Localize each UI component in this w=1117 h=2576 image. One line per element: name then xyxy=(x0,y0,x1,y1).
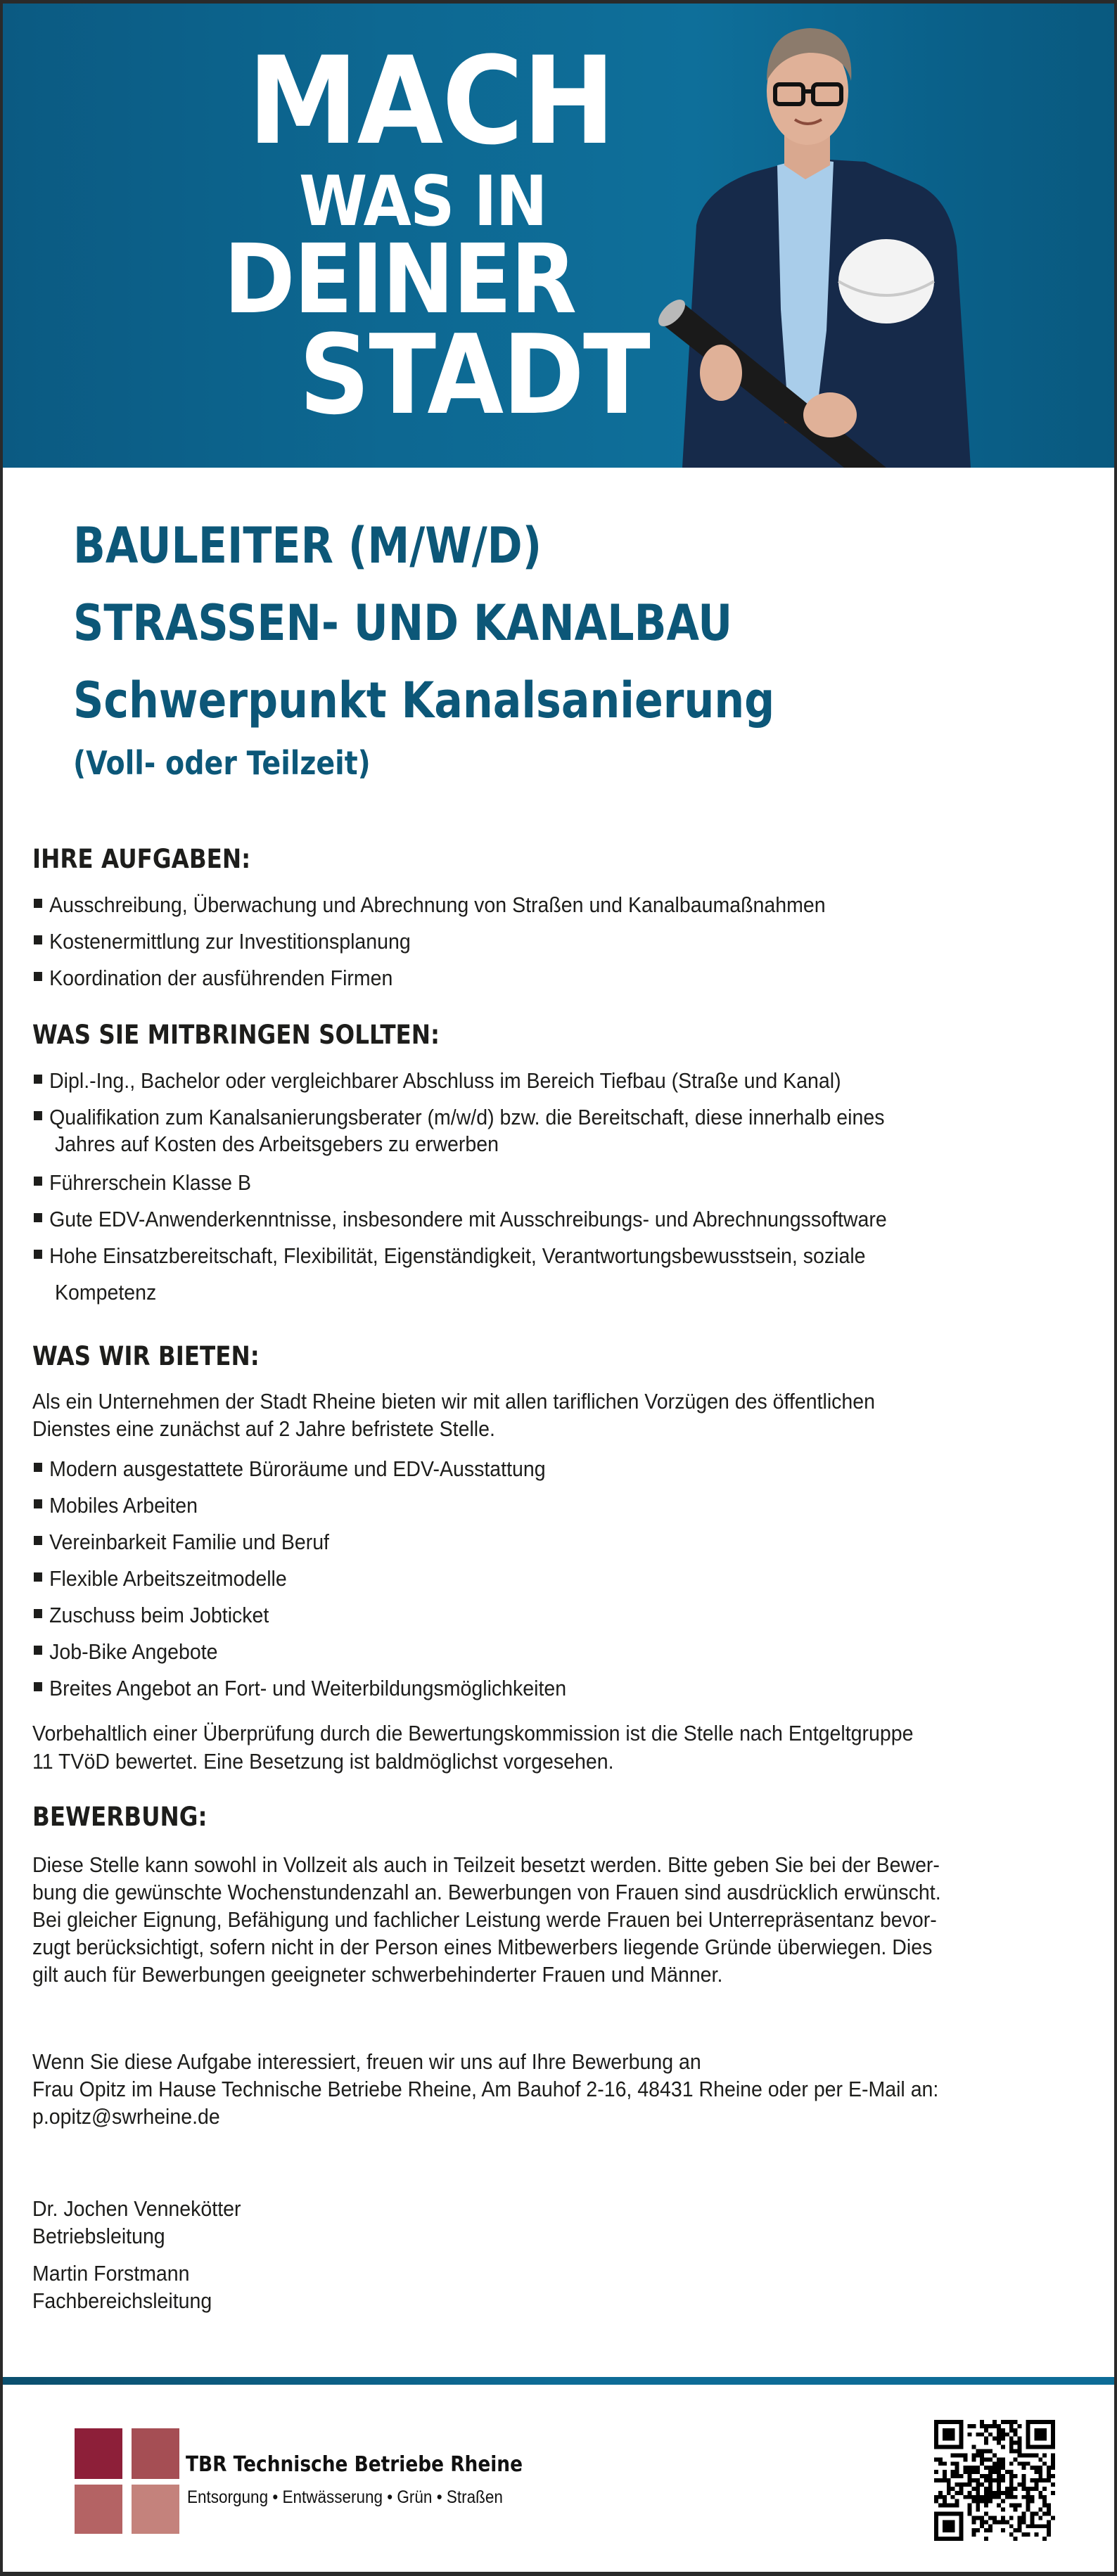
bullet-icon xyxy=(34,1536,42,1545)
bullet-icon xyxy=(34,1250,42,1259)
job-title: BAULEITER (M/W/D) xyxy=(73,517,542,575)
list-item: Breites Angebot an Fort- und Weiterbildungsmöglichkeiten xyxy=(34,1674,566,1703)
bullet-icon xyxy=(34,935,42,944)
list-item-continuation: Kompetenz xyxy=(55,1280,157,1305)
signature-name-1: Dr. Jochen Vennekötter xyxy=(32,2196,241,2221)
contact-line-2: Frau Opitz im Hause Technische Betriebe Rheine, Am Bauhof 2-16, 48431 Rheine oder per E-Mail an: xyxy=(32,2077,939,2101)
section-heading-bewerbung: BEWERBUNG: xyxy=(32,1802,208,1832)
bieten-outro-line-2: 11 TVöD bewertet. Eine Besetzung ist baldmöglichst vorgesehen. xyxy=(32,1749,614,1774)
bewerbung-line-3: Bei gleicher Eignung, Befähigung und fachlicher Leistung werde Frauen bei Unterrepräsentanz bevor- xyxy=(32,1907,937,1932)
bieten-intro-line-2: Dienstes eine zunächst auf 2 Jahre befristete Stelle. xyxy=(32,1416,495,1441)
bullet-icon xyxy=(34,899,42,908)
company-name: TBR Technische Betriebe Rheine xyxy=(186,2452,523,2477)
company-tagline: Entsorgung • Entwässerung • Grün • Straßen xyxy=(187,2487,503,2507)
list-item: Hohe Einsatzbereitschaft, Flexibilität, Eigenständigkeit, Verantwortungsbewusstsein, soziale xyxy=(34,1242,866,1270)
bullet-icon xyxy=(34,1572,42,1582)
signature-name-2: Martin Forstmann xyxy=(32,2261,190,2286)
job-department: STRASSEN- UND KANALBAU xyxy=(73,594,733,652)
list-item: Modern ausgestattete Büroräume und EDV-Ausstattung xyxy=(34,1455,546,1483)
person-photo xyxy=(654,14,978,468)
list-item: Zuschuss beim Jobticket xyxy=(34,1601,269,1629)
bullet-icon xyxy=(34,1682,42,1691)
bullet-icon xyxy=(34,1075,42,1084)
list-item: Vereinbarkeit Familie und Beruf xyxy=(34,1528,329,1556)
bieten-intro-line-1: Als ein Unternehmen der Stadt Rheine bieten wir mit allen tariflichen Vorzügen des öffentlichen xyxy=(32,1389,876,1414)
signature-role-2: Fachbereichsleitung xyxy=(32,2288,212,2313)
contact-email-link[interactable]: p.opitz@swrheine.de xyxy=(32,2104,220,2129)
list-item: Qualifikation zum Kanalsanierungsberater (m/w/d) bzw. die Bereitschaft, diese innerhalb eines xyxy=(34,1103,884,1132)
bieten-outro-line-1: Vorbehaltlich einer Überprüfung durch die Bewertungskommission ist die Stelle nach Entgeltgruppe xyxy=(32,1721,914,1745)
list-item: Flexible Arbeitszeitmodelle xyxy=(34,1565,287,1593)
footer-divider xyxy=(0,2377,1117,2385)
bullet-icon xyxy=(34,1609,42,1618)
section-heading-mitbringen: WAS SIE MITBRINGEN SOLLTEN: xyxy=(32,1020,440,1050)
bewerbung-line-5: gilt auch für Bewerbungen geeigneter schwerbehinderter Frauen und Männer. xyxy=(32,1962,723,1987)
list-item-continuation: Jahres auf Kosten des Arbeitsgebers zu erwerben xyxy=(55,1132,499,1156)
bullet-icon xyxy=(34,1111,42,1120)
headline-line-1: MACH xyxy=(248,30,615,172)
helmet-icon xyxy=(838,239,934,323)
bewerbung-line-4: zugt berücksichtigt, sofern nicht in der Person eines Mitbewerbers liegende Gründe überwiegen. Dies xyxy=(32,1935,933,1959)
logo-square-2 xyxy=(132,2428,179,2479)
bullet-icon xyxy=(34,972,42,981)
list-item: Gute EDV-Anwenderkenntnisse, insbesondere mit Ausschreibungs- und Abrechnungssoftware xyxy=(34,1205,887,1233)
list-item: Mobiles Arbeiten xyxy=(34,1492,198,1520)
bewerbung-line-1: Diese Stelle kann sowohl in Vollzeit als auch in Teilzeit besetzt werden. Bitte geben Sie bei der Bewer- xyxy=(32,1852,940,1877)
signature-role-1: Betriebsleitung xyxy=(32,2224,165,2248)
bullet-icon xyxy=(34,1646,42,1655)
list-item: Job-Bike Angebote xyxy=(34,1638,218,1666)
headline-line-3: DEINER xyxy=(224,224,576,335)
list-item: Dipl.-Ing., Bachelor oder vergleichbarer Abschluss im Bereich Tiefbau (Straße und Kanal) xyxy=(34,1067,841,1095)
list-item: Ausschreibung, Überwachung und Abrechnung von Straßen und Kanalbaumaßnahmen xyxy=(34,891,826,919)
headline-line-2: WAS IN xyxy=(299,162,547,242)
section-heading-aufgaben: IHRE AUFGABEN: xyxy=(32,844,251,874)
logo-square-4 xyxy=(132,2485,179,2534)
job-hours: (Voll- oder Teilzeit) xyxy=(73,744,371,782)
qr-code-icon[interactable] xyxy=(934,2420,1055,2541)
bullet-icon xyxy=(34,1177,42,1186)
list-item: Führerschein Klasse B xyxy=(34,1169,251,1197)
job-focus: Schwerpunkt Kanalsanierung xyxy=(73,672,775,729)
bullet-icon xyxy=(34,1463,42,1472)
headline-line-4: STADT xyxy=(299,311,649,439)
logo-square-3 xyxy=(75,2485,122,2534)
bullet-icon xyxy=(34,1499,42,1508)
bewerbung-line-2: bung die gewünschte Wochenstundenzahl an. Bewerbungen von Frauen sind ausdrücklich erwünscht. xyxy=(32,1880,941,1904)
list-item: Kostenermittlung zur Investitionsplanung xyxy=(34,928,411,956)
logo-square-1 xyxy=(75,2428,122,2479)
list-item: Koordination der ausführenden Firmen xyxy=(34,964,392,992)
hero-banner xyxy=(0,0,1117,468)
contact-line-1: Wenn Sie diese Aufgabe interessiert, freuen wir uns auf Ihre Bewerbung an xyxy=(32,2049,701,2074)
section-heading-bieten: WAS WIR BIETEN: xyxy=(32,1341,260,1371)
bullet-icon xyxy=(34,1213,42,1222)
